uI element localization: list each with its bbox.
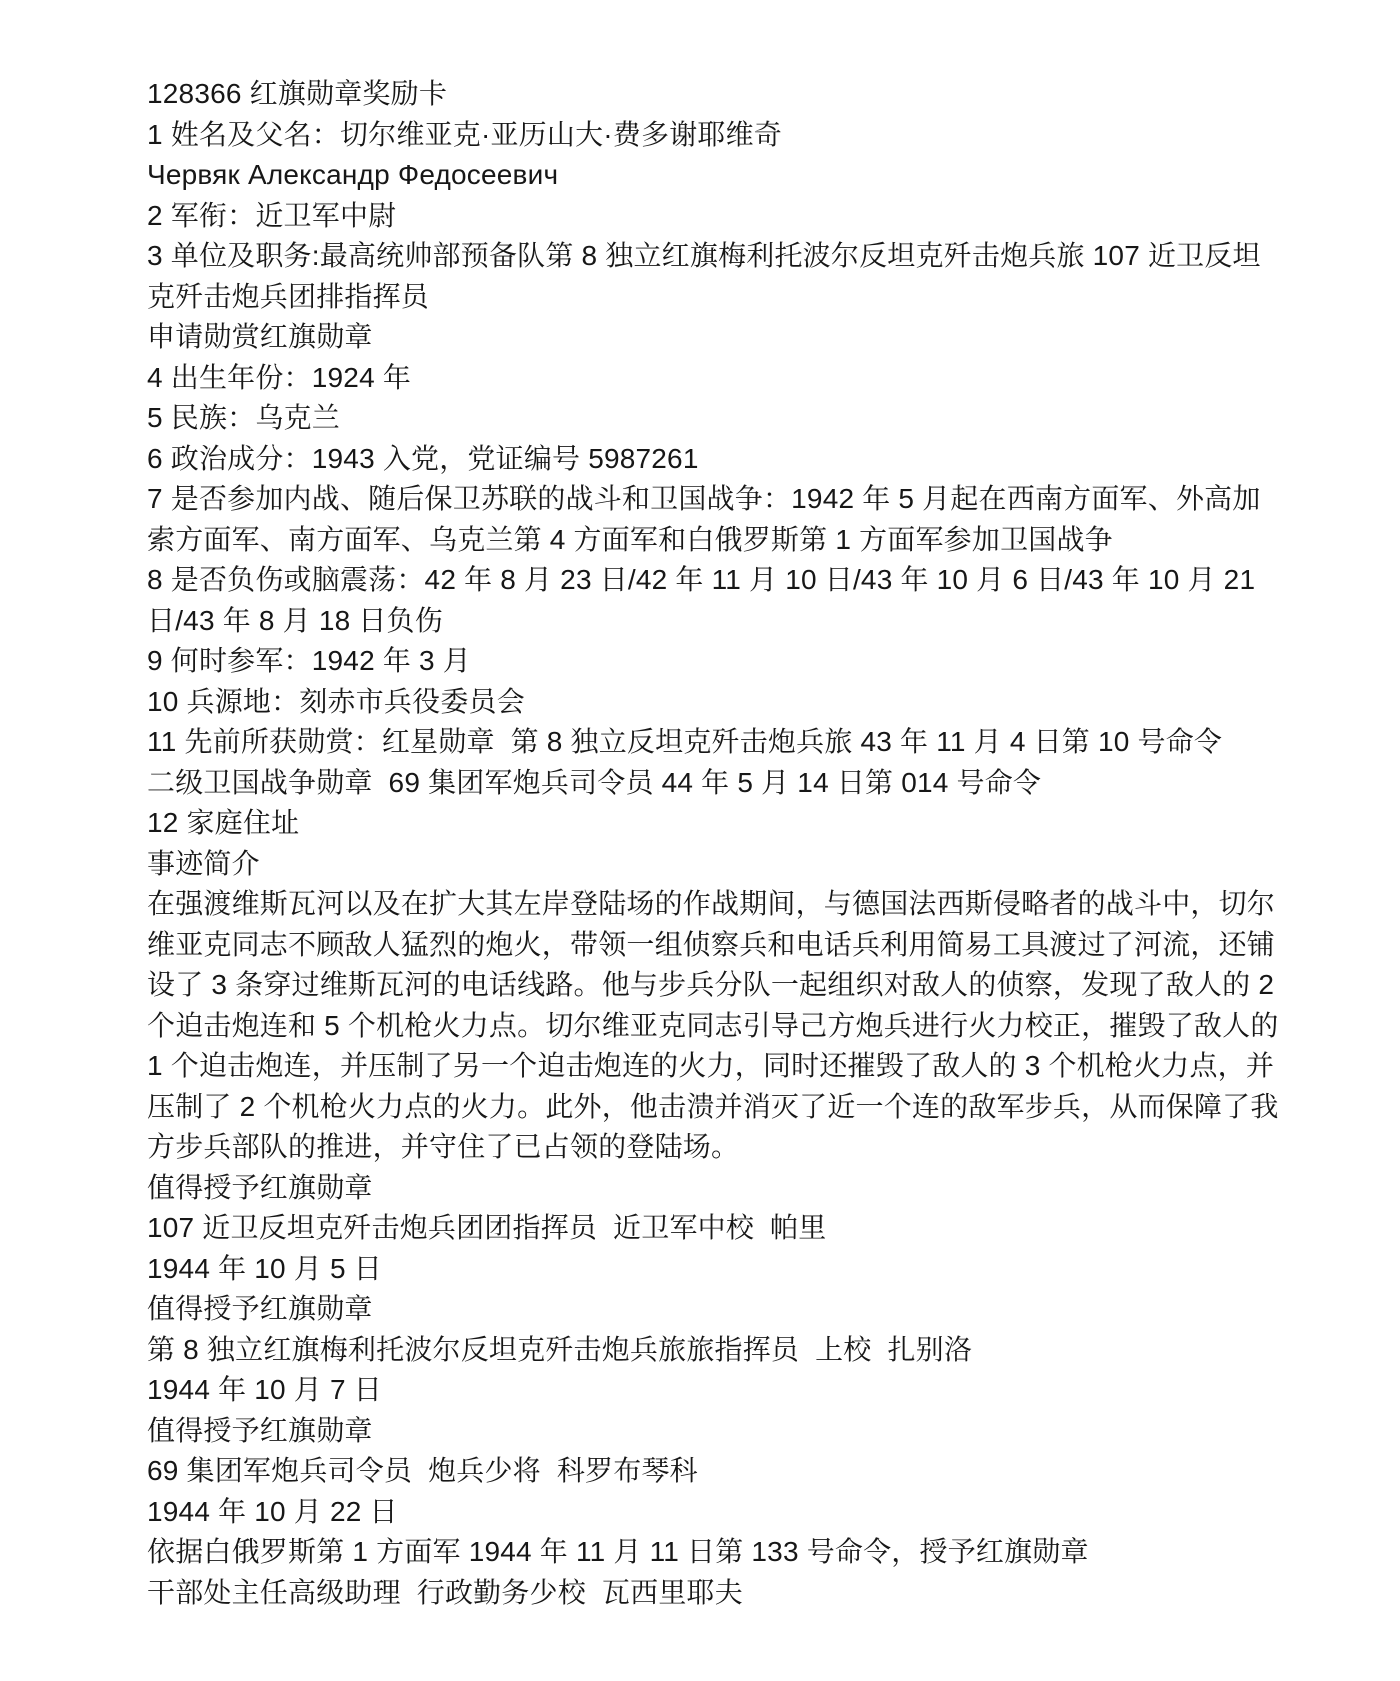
text-line: 值得授予红旗勋章 (147, 1171, 373, 1203)
text-line: 3 单位及职务:最高统帅部预备队第 8 独立红旗梅利托波尔反坦克歼击炮兵旅 107 近卫反坦 (147, 240, 1261, 271)
text-line: 个迫击炮连和 5 个机枪火力点。切尔维亚克同志引导己方炮兵进行火力校正，摧毁了敌人的 (147, 1009, 1279, 1041)
text-line: 128366 红旗勋章奖励卡 (147, 78, 448, 109)
text-line: Червяк Александр Федосеевич (147, 159, 559, 190)
document-text-block (147, 74, 1279, 1613)
text-line: 1944 年 10 月 5 日 (147, 1252, 382, 1284)
text-line: 69 集团军炮兵司令员 炮兵少将 科罗布琴科 (147, 1455, 698, 1486)
text-line: 12 家庭住址 (147, 807, 300, 838)
text-line: 值得授予红旗勋章 (147, 1293, 373, 1324)
text-line: 8 是否负伤或脑震荡：42 年 8 月 23 日/42 年 11 月 10 日/43 年 10 月 6 日/43 年 10 月 21 (147, 564, 1256, 595)
text-line: 值得授予红旗勋章 (147, 1414, 373, 1446)
text-line: 5 民族：乌克兰 (147, 402, 340, 433)
text-line: 设了 3 条穿过维斯瓦河的电话线路。他与步兵分队一起组织对敌人的侦察，发现了敌人的 2 (147, 969, 1275, 1000)
text-line: 索方面军、南方面军、乌克兰第 4 方面军和白俄罗斯第 1 方面军参加卫国战争 (147, 523, 1113, 555)
text-line: 2 军衔：近卫军中尉 (147, 199, 397, 231)
text-line: 10 兵源地：刻赤市兵役委员会 (147, 685, 525, 717)
text-line: 11 先前所获勋赏：红星勋章 第 8 独立反坦克歼击炮兵旅 43 年 11 月 4 日第 10 号命令 (147, 726, 1223, 757)
text-line: 1944 年 10 月 7 日 (147, 1374, 382, 1405)
text-line: 1 姓名及父名：切尔维亚克·亚历山大·费多谢耶维奇 (147, 118, 783, 150)
text-line: 4 出生年份：1924 年 (147, 361, 412, 393)
text-line: 第 8 独立红旗梅利托波尔反坦克歼击炮兵旅旅指挥员 上校 扎别洛 (147, 1333, 973, 1365)
text-line: 压制了 2 个机枪火力点的火力。此外，他击溃并消灭了近一个连的敌军步兵，从而保障了我 (147, 1090, 1279, 1122)
text-line: 干部处主任高级助理 行政勤务少校 瓦西里耶夫 (147, 1576, 743, 1608)
text-line: 申请勋赏红旗勋章 (147, 321, 373, 352)
text-line: 依据白俄罗斯第 1 方面军 1944 年 11 月 11 日第 133 号命令，授予红旗勋章 (147, 1536, 1089, 1567)
text-line: 9 何时参军：1942 年 3 月 (147, 645, 471, 676)
text-line: 维亚克同志不顾敌人猛烈的炮火，带领一组侦察兵和电话兵利用简易工具渡过了河流，还铺 (147, 928, 1276, 960)
text-line: 6 政治成分：1943 入党，党证编号 5987261 (147, 442, 699, 474)
text-line: 107 近卫反坦克歼击炮兵团团指挥员 近卫军中校 帕里 (147, 1212, 827, 1243)
text-line: 二级卫国战争勋章 69 集团军炮兵司令员 44 年 5 月 14 日第 014 号命令 (147, 766, 1042, 798)
text-line: 1944 年 10 月 22 日 (147, 1495, 398, 1527)
text-line: 方步兵部队的推进，并守住了已占领的登陆场。 (147, 1131, 740, 1162)
text-line: 1 个迫击炮连，并压制了另一个迫击炮连的火力，同时还摧毁了敌人的 3 个机枪火力点，并 (147, 1050, 1275, 1081)
text-line: 7 是否参加内战、随后保卫苏联的战斗和卫国战争：1942 年 5 月起在西南方面军、外高加 (147, 483, 1261, 514)
text-line: 在强渡维斯瓦河以及在扩大其左岸登陆场的作战期间，与德国法西斯侵略者的战斗中，切尔 (147, 888, 1276, 919)
text-line: 日/43 年 8 月 18 日负伤 (147, 604, 443, 636)
text-line: 事迹简介 (147, 847, 260, 879)
text-line: 克歼击炮兵团排指挥员 (147, 280, 430, 312)
